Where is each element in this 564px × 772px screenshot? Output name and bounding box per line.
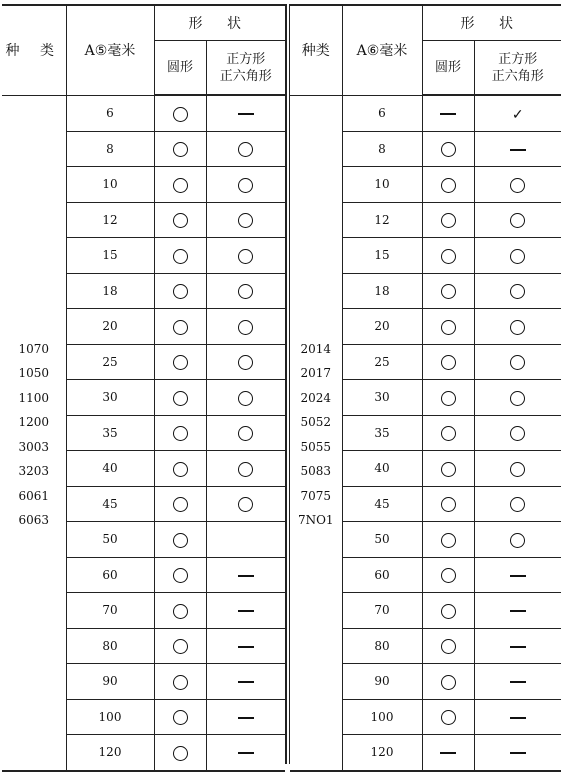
circle-mark-icon: [441, 178, 456, 193]
size-cell: 10: [66, 167, 154, 203]
circle-mark-icon: [173, 178, 188, 193]
size-cell: 40: [342, 451, 422, 487]
size-cell: 80: [66, 628, 154, 664]
square-hex-cell: [206, 131, 285, 167]
circle-mark-icon: [441, 462, 456, 477]
circle-mark-icon: [441, 284, 456, 299]
round-cell: [154, 380, 206, 416]
round-cell: [154, 628, 206, 664]
square-hex-cell: [474, 415, 561, 451]
round-cell: [154, 309, 206, 345]
round-cell: [154, 238, 206, 274]
circle-mark-icon: [510, 320, 525, 335]
circle-mark-icon: [173, 249, 188, 264]
circle-mark-icon: [173, 107, 188, 122]
square-hex-cell: [474, 699, 561, 735]
square-hex-cell: [474, 238, 561, 274]
round-cell: [154, 664, 206, 700]
round-cell: [154, 522, 206, 558]
round-cell: [154, 202, 206, 238]
dash-mark-icon: [238, 752, 254, 754]
circle-mark-icon: [173, 355, 188, 370]
type-header: 种类: [290, 5, 342, 95]
alloy-type: 5055: [300, 439, 332, 454]
round-cell: [154, 131, 206, 167]
round-cell: [422, 380, 474, 416]
circle-mark-icon: [173, 710, 188, 725]
left-table: [2, 4, 285, 772]
round-header: 圆形: [422, 41, 474, 96]
right-table-body: [290, 95, 561, 771]
round-cell: [422, 95, 474, 131]
round-cell: [154, 699, 206, 735]
dash-mark-icon: [440, 113, 456, 115]
size-cell: 45: [66, 486, 154, 522]
circle-mark-icon: [238, 320, 253, 335]
square-hex-cell: [474, 451, 561, 487]
size-cell: 6: [66, 95, 154, 131]
square-hex-cell: [474, 95, 561, 131]
circle-mark-icon: [173, 462, 188, 477]
square-hex-cell: [474, 167, 561, 203]
alloy-type: 3003: [18, 439, 50, 454]
round-cell: [422, 486, 474, 522]
size-cell: 30: [66, 380, 154, 416]
round-cell: [154, 167, 206, 203]
size-cell: 15: [342, 238, 422, 274]
square-hex-cell: [206, 522, 285, 558]
size-cell: 40: [66, 451, 154, 487]
dash-mark-icon: [238, 575, 254, 577]
shape-header: 形 状: [154, 5, 285, 41]
circle-mark-icon: [441, 391, 456, 406]
circle-mark-icon: [441, 213, 456, 228]
circle-mark-icon: [173, 497, 188, 512]
table-row: [290, 95, 561, 131]
size-cell: 45: [342, 486, 422, 522]
circle-mark-icon: [173, 426, 188, 441]
size-cell: 100: [66, 699, 154, 735]
alloy-type: 6063: [18, 513, 50, 527]
alloy-type: 2024: [300, 390, 332, 405]
alloy-type: 1100: [18, 390, 50, 405]
size-cell: 15: [66, 238, 154, 274]
circle-mark-icon: [173, 320, 188, 335]
square-hex-cell: [206, 699, 285, 735]
round-cell: [154, 735, 206, 771]
square-hex-cell: [206, 735, 285, 771]
square-hex-cell: [474, 273, 561, 309]
circle-mark-icon: [173, 568, 188, 583]
circle-mark-icon: [173, 746, 188, 761]
circle-mark-icon: [510, 355, 525, 370]
circle-mark-icon: [441, 320, 456, 335]
size-cell: 25: [342, 344, 422, 380]
dash-mark-icon: [238, 717, 254, 719]
left-table-body: [2, 95, 285, 771]
size-cell: 80: [342, 628, 422, 664]
size-cell: 35: [342, 415, 422, 451]
size-cell: 12: [342, 202, 422, 238]
size-cell: 50: [342, 522, 422, 558]
square-hex-cell: [474, 628, 561, 664]
square-hex-cell: [474, 557, 561, 593]
size-header: A⑥毫米: [342, 5, 422, 95]
circle-mark-icon: [441, 142, 456, 157]
type-header: 种 类: [2, 5, 66, 95]
circle-mark-icon: [510, 249, 525, 264]
round-cell: [422, 522, 474, 558]
circle-mark-icon: [238, 497, 253, 512]
round-cell: [154, 273, 206, 309]
table-row: [2, 95, 285, 131]
size-cell: 35: [66, 415, 154, 451]
circle-mark-icon: [238, 426, 253, 441]
dash-mark-icon: [238, 646, 254, 648]
circle-mark-icon: [238, 391, 253, 406]
alloy-type: 6061: [18, 488, 50, 503]
circle-mark-icon: [510, 178, 525, 193]
size-cell: 90: [342, 664, 422, 700]
round-cell: [422, 415, 474, 451]
circle-mark-icon: [238, 284, 253, 299]
circle-mark-icon: [441, 426, 456, 441]
circle-mark-icon: [238, 142, 253, 157]
round-cell: [422, 628, 474, 664]
square-hex-cell: [474, 380, 561, 416]
round-cell: [422, 735, 474, 771]
alloy-type-list: [2, 95, 66, 771]
circle-mark-icon: [441, 568, 456, 583]
alloy-type: 2017: [300, 366, 332, 380]
size-cell: 70: [342, 593, 422, 629]
size-cell: 8: [342, 131, 422, 167]
dash-mark-icon: [510, 681, 526, 683]
square-hex-cell: [206, 628, 285, 664]
circle-mark-icon: [510, 284, 525, 299]
circle-mark-icon: [441, 710, 456, 725]
size-cell: 120: [342, 735, 422, 771]
circle-mark-icon: [510, 462, 525, 477]
size-cell: 8: [66, 131, 154, 167]
round-cell: [422, 699, 474, 735]
circle-mark-icon: [173, 284, 188, 299]
square-hex-cell: [206, 486, 285, 522]
round-cell: [422, 131, 474, 167]
dash-mark-icon: [510, 149, 526, 151]
size-cell: 18: [342, 273, 422, 309]
square-hex-cell: [206, 593, 285, 629]
square-hex-cell: [474, 735, 561, 771]
dash-mark-icon: [440, 752, 456, 754]
alloy-type: 7NO1: [297, 513, 334, 527]
round-cell: [422, 238, 474, 274]
circle-mark-icon: [238, 178, 253, 193]
circle-mark-icon: [441, 355, 456, 370]
square-hex-header: 正方形 正六角形: [474, 41, 561, 96]
circle-mark-icon: [173, 213, 188, 228]
circle-mark-icon: [238, 462, 253, 477]
circle-mark-icon: [441, 533, 456, 548]
alloy-type: 1070: [18, 341, 50, 356]
circle-mark-icon: [173, 639, 188, 654]
size-cell: 18: [66, 273, 154, 309]
dash-mark-icon: [510, 575, 526, 577]
alloy-type: 2014: [300, 341, 332, 356]
size-cell: 100: [342, 699, 422, 735]
size-cell: 60: [342, 557, 422, 593]
size-cell: 25: [66, 344, 154, 380]
alloy-type-list: [290, 95, 342, 771]
alloy-type: 5083: [300, 464, 332, 478]
round-cell: [422, 167, 474, 203]
size-cell: 12: [66, 202, 154, 238]
size-cell: 50: [66, 522, 154, 558]
size-cell: 20: [342, 309, 422, 345]
square-hex-cell: [206, 451, 285, 487]
size-cell: 60: [66, 557, 154, 593]
square-hex-cell: [206, 664, 285, 700]
round-cell: [154, 593, 206, 629]
round-header: 圆形: [154, 41, 206, 96]
size-cell: 20: [66, 309, 154, 345]
size-cell: 10: [342, 167, 422, 203]
circle-mark-icon: [173, 142, 188, 157]
round-cell: [154, 344, 206, 380]
square-hex-cell: [206, 167, 285, 203]
round-cell: [154, 557, 206, 593]
circle-mark-icon: [238, 355, 253, 370]
round-cell: [154, 415, 206, 451]
right-table: [290, 4, 561, 772]
alloy-type: 1050: [18, 366, 50, 380]
circle-mark-icon: [173, 533, 188, 548]
size-cell: 6: [342, 95, 422, 131]
circle-mark-icon: [173, 391, 188, 406]
square-hex-cell: [206, 344, 285, 380]
dash-mark-icon: [238, 610, 254, 612]
round-cell: [154, 95, 206, 131]
check-mark-icon: ✓: [511, 106, 524, 123]
square-hex-cell: [206, 309, 285, 345]
square-hex-header: 正方形 正六角形: [206, 41, 285, 96]
circle-mark-icon: [510, 533, 525, 548]
square-hex-cell: [474, 309, 561, 345]
square-hex-cell: [474, 202, 561, 238]
square-hex-cell: [206, 273, 285, 309]
square-hex-cell: [206, 557, 285, 593]
round-cell: [422, 557, 474, 593]
alloy-type: 5052: [300, 415, 332, 429]
dash-mark-icon: [238, 113, 254, 115]
circle-mark-icon: [441, 604, 456, 619]
dash-mark-icon: [510, 717, 526, 719]
circle-mark-icon: [510, 426, 525, 441]
circle-mark-icon: [173, 675, 188, 690]
circle-mark-icon: [238, 249, 253, 264]
round-cell: [154, 451, 206, 487]
dash-mark-icon: [510, 646, 526, 648]
circle-mark-icon: [441, 497, 456, 512]
round-cell: [422, 593, 474, 629]
circle-mark-icon: [510, 497, 525, 512]
round-cell: [422, 344, 474, 380]
round-cell: [422, 273, 474, 309]
size-header: A⑤毫米: [66, 5, 154, 95]
square-hex-cell: [474, 522, 561, 558]
square-hex-cell: [206, 238, 285, 274]
circle-mark-icon: [238, 213, 253, 228]
circle-mark-icon: [441, 639, 456, 654]
square-hex-cell: [474, 486, 561, 522]
square-hex-cell: [474, 593, 561, 629]
alloy-type: 7075: [300, 488, 332, 503]
round-cell: [422, 309, 474, 345]
dash-mark-icon: [238, 681, 254, 683]
circle-mark-icon: [441, 675, 456, 690]
dash-mark-icon: [510, 752, 526, 754]
square-hex-cell: [206, 202, 285, 238]
square-hex-cell: [206, 380, 285, 416]
square-hex-cell: [206, 415, 285, 451]
size-cell: 30: [342, 380, 422, 416]
size-cell: 120: [66, 735, 154, 771]
circle-mark-icon: [510, 213, 525, 228]
shape-header: 形 状: [422, 5, 561, 41]
circle-mark-icon: [173, 604, 188, 619]
circle-mark-icon: [441, 249, 456, 264]
square-hex-cell: [474, 664, 561, 700]
round-cell: [422, 202, 474, 238]
alloy-type: 3203: [18, 464, 50, 478]
round-cell: [422, 451, 474, 487]
alloy-type: 1200: [18, 415, 50, 429]
square-hex-cell: [206, 95, 285, 131]
size-cell: 90: [66, 664, 154, 700]
size-cell: 70: [66, 593, 154, 629]
square-hex-cell: [474, 344, 561, 380]
round-cell: [154, 486, 206, 522]
circle-mark-icon: [510, 391, 525, 406]
square-hex-cell: [474, 131, 561, 167]
round-cell: [422, 664, 474, 700]
dash-mark-icon: [510, 610, 526, 612]
